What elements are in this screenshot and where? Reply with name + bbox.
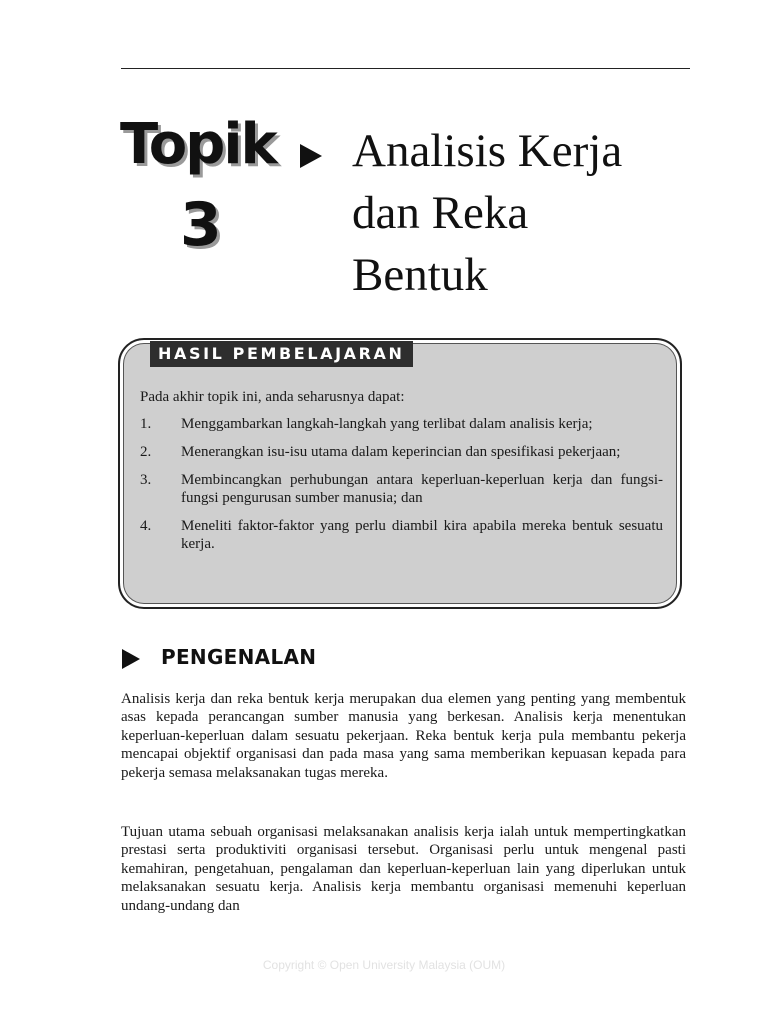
title-arrow-icon [300, 144, 322, 168]
list-item-number: 3. [140, 472, 152, 488]
list-item-text: Meneliti faktor-faktor yang perlu diambil kira apabila mereka bentuk sesuatu kerja. [181, 518, 663, 552]
chapter-label: Topik [120, 112, 276, 177]
list-item [140, 517, 663, 553]
list-item [140, 415, 663, 433]
list-item-text: Menerangkan isu-isu utama dalam keperincian dan spesifikasi pekerjaan; [181, 444, 621, 460]
learning-outcomes-heading: HASIL PEMBELAJARAN [150, 341, 413, 367]
list-item-text: Menggambarkan langkah-langkah yang terlibat dalam analisis kerja; [181, 416, 593, 432]
chapter-title-line: Bentuk [352, 249, 488, 301]
list-item-number: 2. [140, 444, 152, 460]
list-item [140, 443, 663, 461]
list-item-number: 4. [140, 518, 152, 534]
learning-outcomes-list [140, 415, 663, 563]
learning-outcomes-intro: Pada akhir topik ini, anda seharusnya dapat: [140, 389, 405, 405]
chapter-title [352, 120, 692, 306]
list-item [140, 471, 663, 507]
copyright-footer: Copyright © Open University Malaysia (OUM) [262, 958, 506, 972]
body-paragraph: Tujuan utama sebuah organisasi melaksanakan analisis kerja ialah untuk mempertingkatkan prestasi serta produktiviti organisasi tersebut. Organisasi perlu untuk mengenal pasti kemahiran, pengetahuan, pengalaman dan keperluan-keperluan lain yang diperlukan untuk melaksanakan sesuatu kerja. Analisis kerja membantu organisasi memenuhi keperluan undang-undang dan [121, 824, 686, 914]
header-rule [121, 68, 690, 69]
body-paragraph: Analisis kerja dan reka bentuk kerja merupakan dua elemen yang penting yang membentuk asas kepada perancangan sumber manusia yang berkesan. Analisis kerja menentukan keperluan-keperluan dalam sesuatu pekerjaan. Reka bentuk kerja pula membantu pekerja mencapai objektif organisasi dan pada masa yang sama memberikan kepuasan kepada para pekerja semasa melaksanakan tugas mereka. [121, 691, 686, 781]
section-arrow-icon [122, 649, 140, 669]
list-item-number: 1. [140, 416, 152, 432]
section-heading: PENGENALAN [161, 645, 317, 669]
chapter-number: 3 [180, 190, 222, 260]
list-item-text: Membincangkan perhubungan antara keperluan-keperluan kerja dan fungsi-fungsi pengurusan sumber manusia; dan [181, 472, 663, 506]
chapter-title-line: dan Reka [352, 187, 529, 239]
chapter-title-line: Analisis Kerja [352, 125, 623, 177]
